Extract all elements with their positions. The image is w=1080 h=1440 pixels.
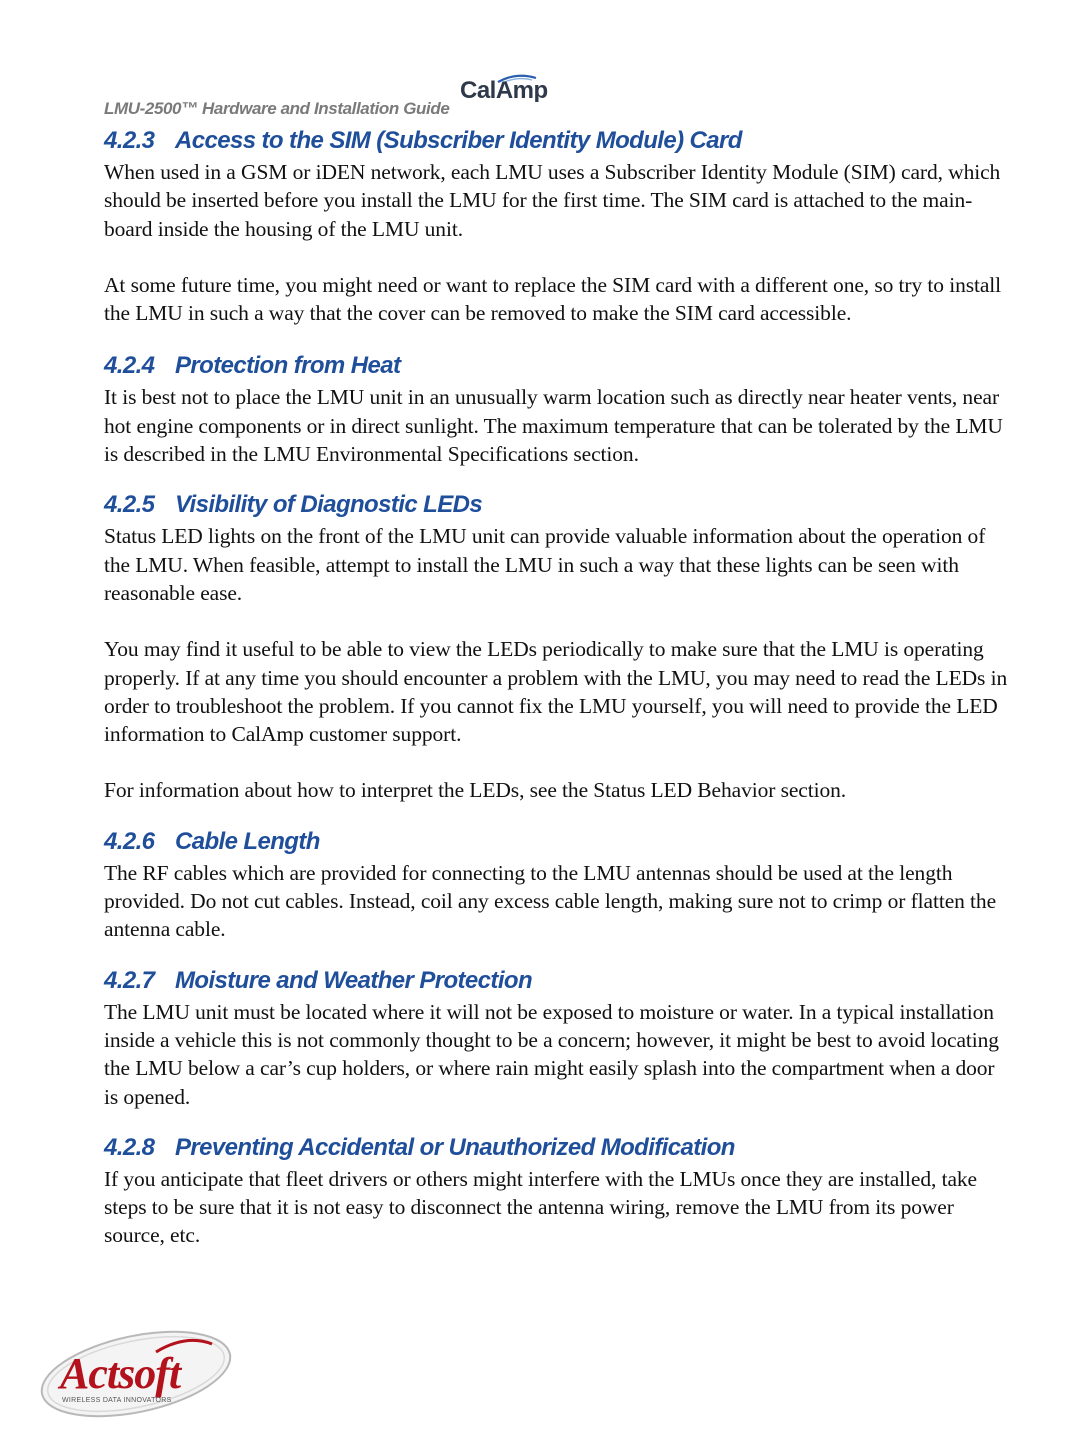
paragraph: You may find it useful to be able to view the LEDs periodically to make sure that the LMU is operating properly. If at any time you should encounter a problem with the LMU, you may need to read the LEDs in order to troubleshoot the problem. If you cannot fix the LMU yourself, you will need to provide the LED information to CalAmp customer support. — [104, 637, 1008, 747]
section-heading — [104, 1131, 1009, 1165]
actsoft-tagline: WIRELESS DATA INNOVATORS — [62, 1397, 172, 1404]
section-title: Access to the SIM (Subscriber Identity Module) Card — [175, 127, 742, 154]
paragraph: The LMU unit must be located where it will not be exposed to moisture or water. In a typical installation inside a vehicle this is not commonly thought to be a concern; however, it might be best to avoid locating the LMU below a car’s cup holders, or where rain might easily splash into the compartment when a door is opened. — [104, 999, 999, 1109]
running-header: LMU-2500™ Hardware and Installation Guide — [104, 99, 450, 118]
paragraph: For information about how to interpret the LEDs, see the Status LED Behavior section. — [104, 778, 847, 803]
paragraph: The RF cables which are provided for connecting to the LMU antennas should be used at the length provided. Do not cut cables. Instead, coil any excess cable length, making sure not to crimp or flatten the antenna cable. — [104, 860, 997, 942]
section-number: 4.2.3 — [104, 127, 155, 154]
section-title: Preventing Accidental or Unauthorized Modification — [175, 1133, 735, 1161]
section-heading — [104, 349, 1009, 383]
section-heading — [104, 488, 1009, 522]
section-heading — [104, 124, 1009, 158]
section-number: 4.2.8 — [104, 1133, 155, 1161]
paragraph: At some future time, you might need or want to replace the SIM card with a different one, so try to install the LMU in such a way that the cover can be removed to make the SIM card accessible. — [104, 272, 1002, 326]
section-number: 4.2.7 — [104, 966, 155, 994]
section-title: Moisture and Weather Protection — [175, 966, 533, 994]
paragraph: Status LED lights on the front of the LMU unit can provide valuable information about the operation of the LMU. When feasible, attempt to install the LMU in such a way that these lights can be seen with reasonable ease. — [104, 524, 986, 605]
section-number: 4.2.6 — [104, 827, 155, 855]
section-heading — [104, 964, 1009, 998]
document-body — [104, 124, 1009, 1250]
section-title: Protection from Heat — [175, 352, 401, 380]
section-number: 4.2.4 — [104, 352, 155, 380]
section-title: Cable Length — [175, 827, 320, 855]
calamp-logo — [458, 72, 598, 102]
actsoft-logo-text: Actsoft — [60, 1349, 181, 1398]
paragraph: When used in a GSM or iDEN network, each LMU uses a Subscriber Identity Module (SIM) card, which should be inserted before you install the LMU for the first time. The SIM card is attached to the main-board inside the housing of the LMU unit. — [104, 160, 1001, 241]
paragraph: It is best not to place the LMU unit in an unusually warm location such as directly near heater vents, near hot engine components or in direct sunlight. The maximum temperature that can be tolerated by the LMU is described in the LMU Environmental Specifications section. — [104, 385, 1003, 467]
paragraph: If you anticipate that fleet drivers or others might interfere with the LMUs once they are installed, take steps to be sure that it is not easy to disconnect the antenna wiring, remove the LMU from its power source, etc. — [104, 1166, 977, 1248]
calamp-logo-text: CalAmp — [460, 77, 548, 102]
section-number: 4.2.5 — [104, 491, 155, 519]
actsoft-logo — [36, 1326, 236, 1422]
section-title: Visibility of Diagnostic LEDs — [175, 491, 483, 519]
section-heading — [104, 825, 1009, 859]
